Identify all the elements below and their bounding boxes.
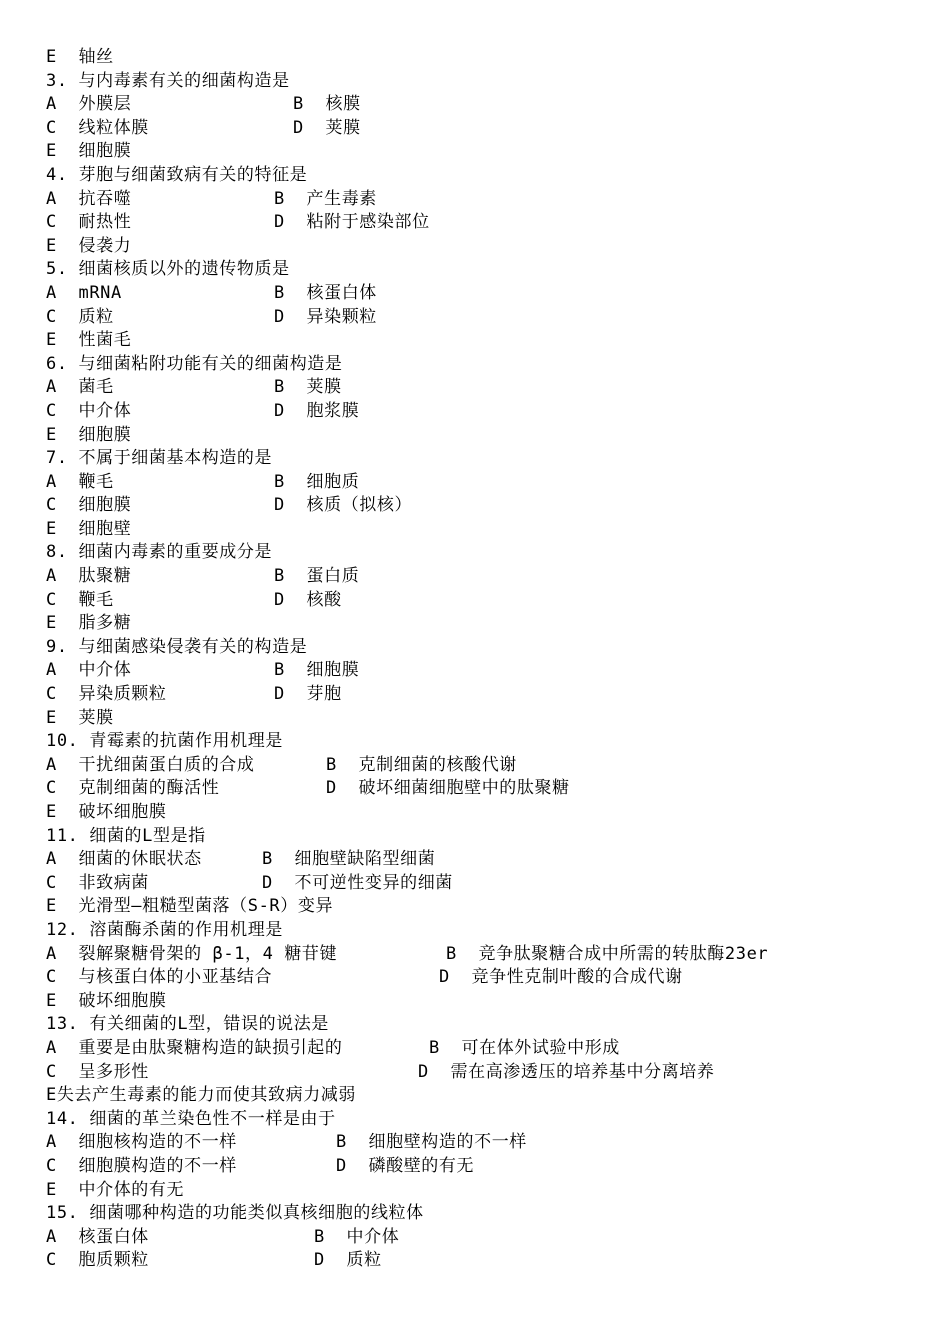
text-line — [46, 140, 926, 164]
text-segment: 8. 细菌内毒素的重要成分是 — [46, 542, 273, 563]
option-segment: B 细胞壁缺陷型细菌 — [262, 849, 436, 870]
text-segment: A 鞭毛 — [46, 471, 114, 492]
text-line — [46, 565, 926, 589]
text-segment: 14. 细菌的革兰染色性不一样是由于 — [46, 1108, 336, 1129]
option-segment: D 质粒 — [314, 1250, 382, 1271]
text-segment: 6. 与细菌粘附功能有关的细菌构造是 — [46, 353, 343, 374]
text-line — [46, 919, 926, 943]
option-segment: B 克制细菌的核酸代谢 — [326, 754, 517, 775]
text-line — [46, 117, 926, 141]
text-segment: E 破坏细胞膜 — [46, 990, 167, 1011]
option-segment: D 需在高渗透压的培养基中分离培养 — [418, 1061, 715, 1082]
text-line — [46, 1155, 926, 1179]
text-line — [46, 258, 926, 282]
text-segment: 13. 有关细菌的L型，错误的说法是 — [46, 1014, 329, 1035]
text-segment: C 非致病菌 — [46, 872, 149, 893]
text-segment: A 裂解聚糖骨架的 β-1，4 糖苷键 — [46, 943, 338, 964]
text-line — [46, 707, 926, 731]
text-line — [46, 801, 926, 825]
text-segment: A 外膜层 — [46, 94, 132, 115]
text-line — [46, 872, 926, 896]
option-segment: D 不可逆性变异的细菌 — [262, 872, 453, 893]
text-line — [46, 895, 926, 919]
text-segment: C 鞭毛 — [46, 589, 114, 610]
text-line — [46, 589, 926, 613]
text-segment: 15. 细菌哪种构造的功能类似真核细胞的线粒体 — [46, 1203, 424, 1224]
text-line — [46, 1202, 926, 1226]
text-segment: C 细胞膜 — [46, 495, 132, 516]
text-segment: E 细胞膜 — [46, 424, 132, 445]
text-segment: E 性菌毛 — [46, 330, 132, 351]
text-segment: E 光滑型—粗糙型菌落（S-R）变异 — [46, 896, 334, 917]
text-line — [46, 376, 926, 400]
text-segment: E 荚膜 — [46, 707, 114, 728]
text-line — [46, 46, 926, 70]
text-segment: E 细胞膜 — [46, 141, 132, 162]
text-segment: A 中介体 — [46, 660, 132, 681]
text-segment: 5. 细菌核质以外的遗传物质是 — [46, 259, 290, 280]
text-line — [46, 1108, 926, 1132]
text-line — [46, 966, 926, 990]
option-segment: B 核蛋白体 — [274, 282, 377, 303]
option-segment: D 竞争性克制叶酸的合成代谢 — [439, 967, 683, 988]
text-segment: C 耐热性 — [46, 212, 132, 233]
text-line — [46, 683, 926, 707]
text-line — [46, 1249, 926, 1273]
text-segment: 12. 溶菌酶杀菌的作用机理是 — [46, 919, 283, 940]
text-line — [46, 659, 926, 683]
text-line — [46, 990, 926, 1014]
text-segment: A 重要是由肽聚糖构造的缺损引起的 — [46, 1037, 343, 1058]
text-segment: A 干扰细菌蛋白质的合成 — [46, 754, 255, 775]
text-line — [46, 1061, 926, 1085]
text-segment: 7. 不属于细菌基本构造的是 — [46, 448, 273, 469]
text-segment: 11. 细菌的L型是指 — [46, 825, 206, 846]
option-segment: B 细胞质 — [274, 471, 360, 492]
document-page — [46, 46, 926, 1273]
text-line — [46, 471, 926, 495]
text-line — [46, 1037, 926, 1061]
text-segment: C 中介体 — [46, 400, 132, 421]
text-line — [46, 353, 926, 377]
text-line — [46, 730, 926, 754]
text-segment: E 侵袭力 — [46, 235, 132, 256]
option-segment: B 产生毒素 — [274, 188, 377, 209]
text-line — [46, 306, 926, 330]
option-segment: D 粘附于感染部位 — [274, 212, 430, 233]
text-segment: E 中介体的有无 — [46, 1179, 185, 1200]
text-line — [46, 825, 926, 849]
text-segment: E 破坏细胞膜 — [46, 802, 167, 822]
text-segment: A 细胞核构造的不一样 — [46, 1132, 237, 1153]
text-segment: 10. 青霉素的抗菌作用机理是 — [46, 731, 283, 752]
text-line — [46, 612, 926, 636]
option-segment: D 核酸 — [274, 589, 342, 610]
option-segment: B 竞争肽聚糖合成中所需的转肽酶23er — [446, 943, 769, 964]
option-segment: B 细胞壁构造的不一样 — [336, 1132, 527, 1153]
text-segment: E 细胞壁 — [46, 518, 132, 539]
text-line — [46, 777, 926, 801]
text-line — [46, 235, 926, 259]
text-segment: 9. 与细菌感染侵袭有关的构造是 — [46, 636, 308, 657]
text-segment: C 胞质颗粒 — [46, 1250, 149, 1271]
option-segment: B 可在体外试验中形成 — [429, 1037, 620, 1058]
option-segment: B 中介体 — [314, 1226, 400, 1247]
text-line — [46, 164, 926, 188]
option-segment: B 蛋白质 — [274, 566, 360, 587]
text-segment: E 轴丝 — [46, 47, 114, 67]
text-segment: E失去产生毒素的能力而使其致病力减弱 — [46, 1085, 357, 1106]
text-segment: C 与核蛋白体的小亚基结合 — [46, 967, 273, 988]
option-segment: D 芽胞 — [274, 684, 342, 705]
text-segment: A 菌毛 — [46, 377, 114, 398]
text-line — [46, 1013, 926, 1037]
option-segment: D 核质（拟核） — [274, 495, 413, 516]
text-line — [46, 1226, 926, 1250]
text-line — [46, 400, 926, 424]
text-line — [46, 211, 926, 235]
text-segment: C 异染质颗粒 — [46, 684, 167, 705]
text-line — [46, 282, 926, 306]
text-line — [46, 518, 926, 542]
option-segment: B 细胞膜 — [274, 660, 360, 681]
text-segment: A 肽聚糖 — [46, 566, 132, 587]
text-line — [46, 188, 926, 212]
option-segment: D 破坏细菌细胞壁中的肽聚糖 — [326, 778, 570, 799]
text-line — [46, 93, 926, 117]
text-line — [46, 494, 926, 518]
text-segment: 3. 与内毒素有关的细菌构造是 — [46, 70, 290, 91]
text-segment: C 质粒 — [46, 306, 114, 327]
text-segment: C 克制细菌的酶活性 — [46, 778, 220, 799]
text-line — [46, 848, 926, 872]
text-line — [46, 1179, 926, 1203]
text-line — [46, 70, 926, 94]
option-segment: D 异染颗粒 — [274, 306, 377, 327]
option-segment: D 荚膜 — [293, 117, 361, 138]
text-line — [46, 1131, 926, 1155]
text-segment: A 抗吞噬 — [46, 188, 132, 209]
text-segment: A 细菌的休眠状态 — [46, 849, 202, 870]
text-line — [46, 1084, 926, 1108]
text-segment: C 线粒体膜 — [46, 117, 149, 138]
option-segment: B 荚膜 — [274, 377, 342, 398]
text-line — [46, 447, 926, 471]
text-segment: A mRNA — [46, 282, 122, 303]
option-segment: B 核膜 — [293, 94, 361, 115]
text-line — [46, 943, 926, 967]
option-segment: D 磷酸壁的有无 — [336, 1155, 475, 1176]
option-segment: D 胞浆膜 — [274, 400, 360, 421]
text-line — [46, 424, 926, 448]
text-segment: C 呈多形性 — [46, 1061, 149, 1082]
text-line — [46, 329, 926, 353]
text-segment: C 细胞膜构造的不一样 — [46, 1155, 237, 1176]
text-segment: A 核蛋白体 — [46, 1226, 149, 1247]
text-segment: E 脂多糖 — [46, 613, 132, 634]
text-line — [46, 541, 926, 565]
text-segment: 4. 芽胞与细菌致病有关的特征是 — [46, 164, 308, 185]
text-line — [46, 636, 926, 660]
text-line — [46, 754, 926, 778]
